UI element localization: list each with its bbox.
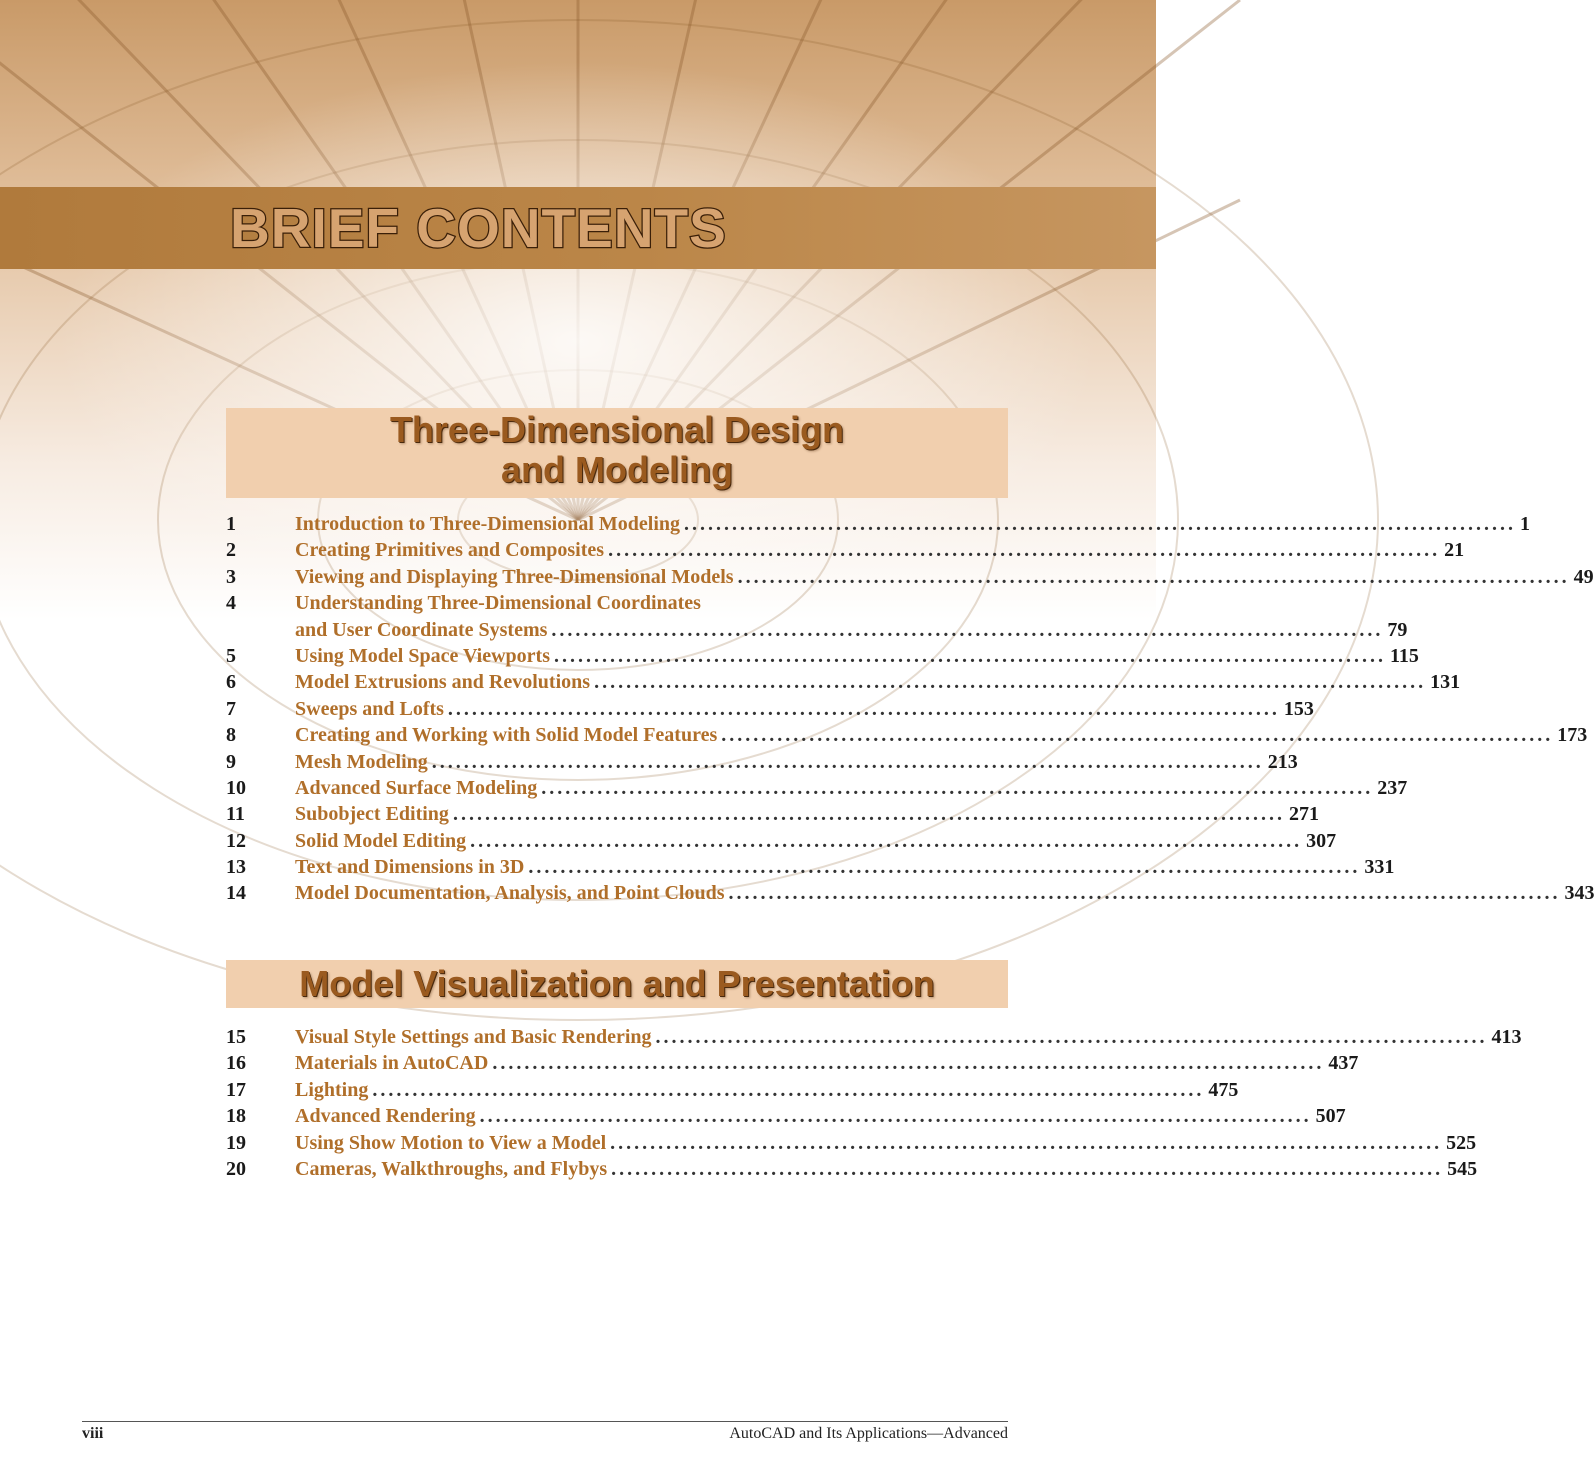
toc-entry[interactable] <box>226 829 1337 856</box>
page-number: 437 <box>1328 1052 1359 1075</box>
chapter-number: 12 <box>226 829 246 852</box>
page-number: 475 <box>1208 1078 1239 1101</box>
leader-dots: ........................................................................................................ <box>721 724 1554 747</box>
toc-entry[interactable] <box>226 776 1408 803</box>
toc-entry[interactable] <box>226 1052 1359 1078</box>
page-number: 131 <box>1430 671 1461 694</box>
page-number: 237 <box>1377 776 1408 799</box>
chapter-title[interactable]: Materials in AutoCAD <box>295 1052 489 1075</box>
leader-dots: ........................................................................................................ <box>594 671 1427 694</box>
section-heading-line1: Model Visualization and Presentation <box>299 963 935 1004</box>
leader-dots: ........................................................................................................ <box>737 565 1570 588</box>
page-number: 331 <box>1364 856 1395 879</box>
chapter-number: 16 <box>226 1052 246 1075</box>
leader-dots: ........................................................................................................ <box>610 1131 1443 1154</box>
page-number: 307 <box>1306 829 1337 852</box>
page-title: BRIEF CONTENTS <box>230 197 727 259</box>
leader-dots: ........................................................................................................ <box>608 539 1441 562</box>
leader-dots: ........................................................................................................ <box>431 750 1264 773</box>
chapter-title[interactable]: Sweeps and Lofts <box>295 697 444 720</box>
toc-entry[interactable] <box>226 644 1419 671</box>
leader-dots: ........................................................................................................ <box>447 697 1280 720</box>
leader-dots: ........................................................................................................ <box>684 513 1517 535</box>
chapter-number: 5 <box>226 644 236 667</box>
chapter-title[interactable]: Using Model Space Viewports <box>295 644 550 667</box>
chapter-title[interactable]: Visual Style Settings and Basic Rendering <box>295 1026 652 1048</box>
leader-dots: ........................................................................................................ <box>655 1026 1488 1048</box>
page-number: 153 <box>1283 697 1314 720</box>
page-number: 21 <box>1444 539 1465 562</box>
toc-entry[interactable] <box>226 882 1595 908</box>
leader-dots: ........................................................................................................ <box>611 1157 1444 1180</box>
chapter-number: 19 <box>226 1131 246 1154</box>
chapter-title[interactable]: Solid Model Editing <box>295 829 467 852</box>
chapter-title[interactable]: Mesh Modeling <box>295 750 428 773</box>
toc-entry[interactable] <box>226 724 1588 750</box>
toc-list-section-2 <box>226 1026 1522 1184</box>
chapter-title[interactable]: Introduction to Three-Dimensional Modeling <box>295 513 681 535</box>
toc-entry-continuation[interactable] <box>295 618 1408 645</box>
toc-entry[interactable] <box>226 1105 1346 1131</box>
chapter-number: 13 <box>226 856 246 879</box>
chapter-title[interactable]: Using Show Motion to View a Model <box>295 1131 607 1154</box>
chapter-number: 3 <box>226 565 236 588</box>
chapter-title[interactable]: Model Documentation, Analysis, and Point Clouds <box>295 882 725 905</box>
toc-entry[interactable] <box>226 750 1298 777</box>
chapter-number: 4 <box>226 592 236 615</box>
page-number: 525 <box>1446 1131 1477 1154</box>
leader-dots: ........................................................................................................ <box>728 882 1561 905</box>
chapter-number: 7 <box>226 697 236 720</box>
section-heading-line2: and Modeling <box>501 449 733 490</box>
chapter-number: 10 <box>226 776 246 799</box>
footer-page-number: viii <box>82 1425 104 1442</box>
toc-list-section-1 <box>226 513 1595 909</box>
page-number: 343 <box>1564 882 1595 905</box>
chapter-title[interactable]: Creating Primitives and Composites <box>295 539 605 562</box>
footer-book-title: AutoCAD and Its Applications—Advanced <box>729 1425 1008 1442</box>
toc-entry[interactable] <box>226 1026 1522 1052</box>
leader-dots: ........................................................................................................ <box>479 1105 1312 1128</box>
page-number: 413 <box>1491 1026 1522 1048</box>
chapter-number: 6 <box>226 671 236 694</box>
chapter-title[interactable]: Advanced Surface Modeling <box>295 776 538 799</box>
chapter-number: 9 <box>226 750 236 773</box>
section-heading-3d-design <box>226 408 1008 498</box>
chapter-title[interactable]: Text and Dimensions in 3D <box>295 856 525 879</box>
footer-divider <box>82 1421 1008 1422</box>
toc-entry[interactable] <box>226 539 1465 565</box>
chapter-number: 11 <box>226 803 245 826</box>
chapter-number: 1 <box>226 513 236 535</box>
leader-dots: ........................................................................................................ <box>492 1052 1325 1075</box>
leader-dots: ........................................................................................................ <box>541 776 1374 799</box>
leader-dots: ........................................................................................................ <box>551 618 1384 641</box>
chapter-title[interactable]: Subobject Editing <box>295 803 449 826</box>
chapter-number: 14 <box>226 882 246 905</box>
leader-dots: ........................................................................................................ <box>452 803 1285 826</box>
chapter-number: 15 <box>226 1026 246 1048</box>
chapter-number: 8 <box>226 724 236 747</box>
section-heading-line1: Three-Dimensional Design <box>389 409 845 450</box>
chapter-title[interactable]: Viewing and Displaying Three-Dimensional Models <box>295 565 734 588</box>
chapter-number: 20 <box>226 1157 246 1180</box>
toc-entry[interactable] <box>226 592 1006 618</box>
chapter-title[interactable]: Understanding Three-Dimensional Coordinates <box>295 592 701 615</box>
toc-entry[interactable] <box>226 697 1314 724</box>
chapter-title[interactable]: Lighting <box>295 1078 369 1101</box>
toc-entry[interactable] <box>226 856 1395 882</box>
page-number: 49 <box>1573 565 1594 588</box>
page-number: 79 <box>1387 618 1408 641</box>
page-number: 507 <box>1315 1105 1346 1128</box>
chapter-number: 2 <box>226 539 236 562</box>
chapter-title[interactable]: Creating and Working with Solid Model Features <box>295 724 718 747</box>
toc-entry[interactable] <box>226 1131 1477 1158</box>
page-number: 1 <box>1520 513 1531 535</box>
toc-entry[interactable] <box>226 1078 1239 1105</box>
page-number: 213 <box>1267 750 1298 773</box>
chapter-title-continued[interactable]: and User Coordinate Systems <box>295 618 548 641</box>
chapter-title[interactable]: Advanced Rendering <box>295 1105 476 1128</box>
leader-dots: ........................................................................................................ <box>528 856 1361 879</box>
toc-entry[interactable] <box>226 513 1531 539</box>
toc-entry[interactable] <box>226 803 1319 829</box>
leader-dots: ........................................................................................................ <box>372 1078 1205 1101</box>
toc-entry[interactable] <box>226 1157 1478 1184</box>
chapter-title[interactable]: Cameras, Walkthroughs, and Flybys <box>295 1157 608 1180</box>
leader-dots: ........................................................................................................ <box>554 644 1386 667</box>
toc-entry[interactable] <box>226 671 1461 697</box>
page-number: 545 <box>1447 1157 1478 1180</box>
chapter-title[interactable]: Model Extrusions and Revolutions <box>295 671 591 694</box>
page-number: 115 <box>1390 644 1419 667</box>
leader-dots: ........................................................................................................ <box>470 829 1303 852</box>
toc-entry[interactable] <box>226 565 1594 592</box>
page-number: 271 <box>1288 803 1319 826</box>
chapter-number: 18 <box>226 1105 246 1128</box>
page-number: 173 <box>1557 724 1588 747</box>
chapter-number: 17 <box>226 1078 246 1101</box>
section-heading-visualization <box>226 960 1008 1008</box>
